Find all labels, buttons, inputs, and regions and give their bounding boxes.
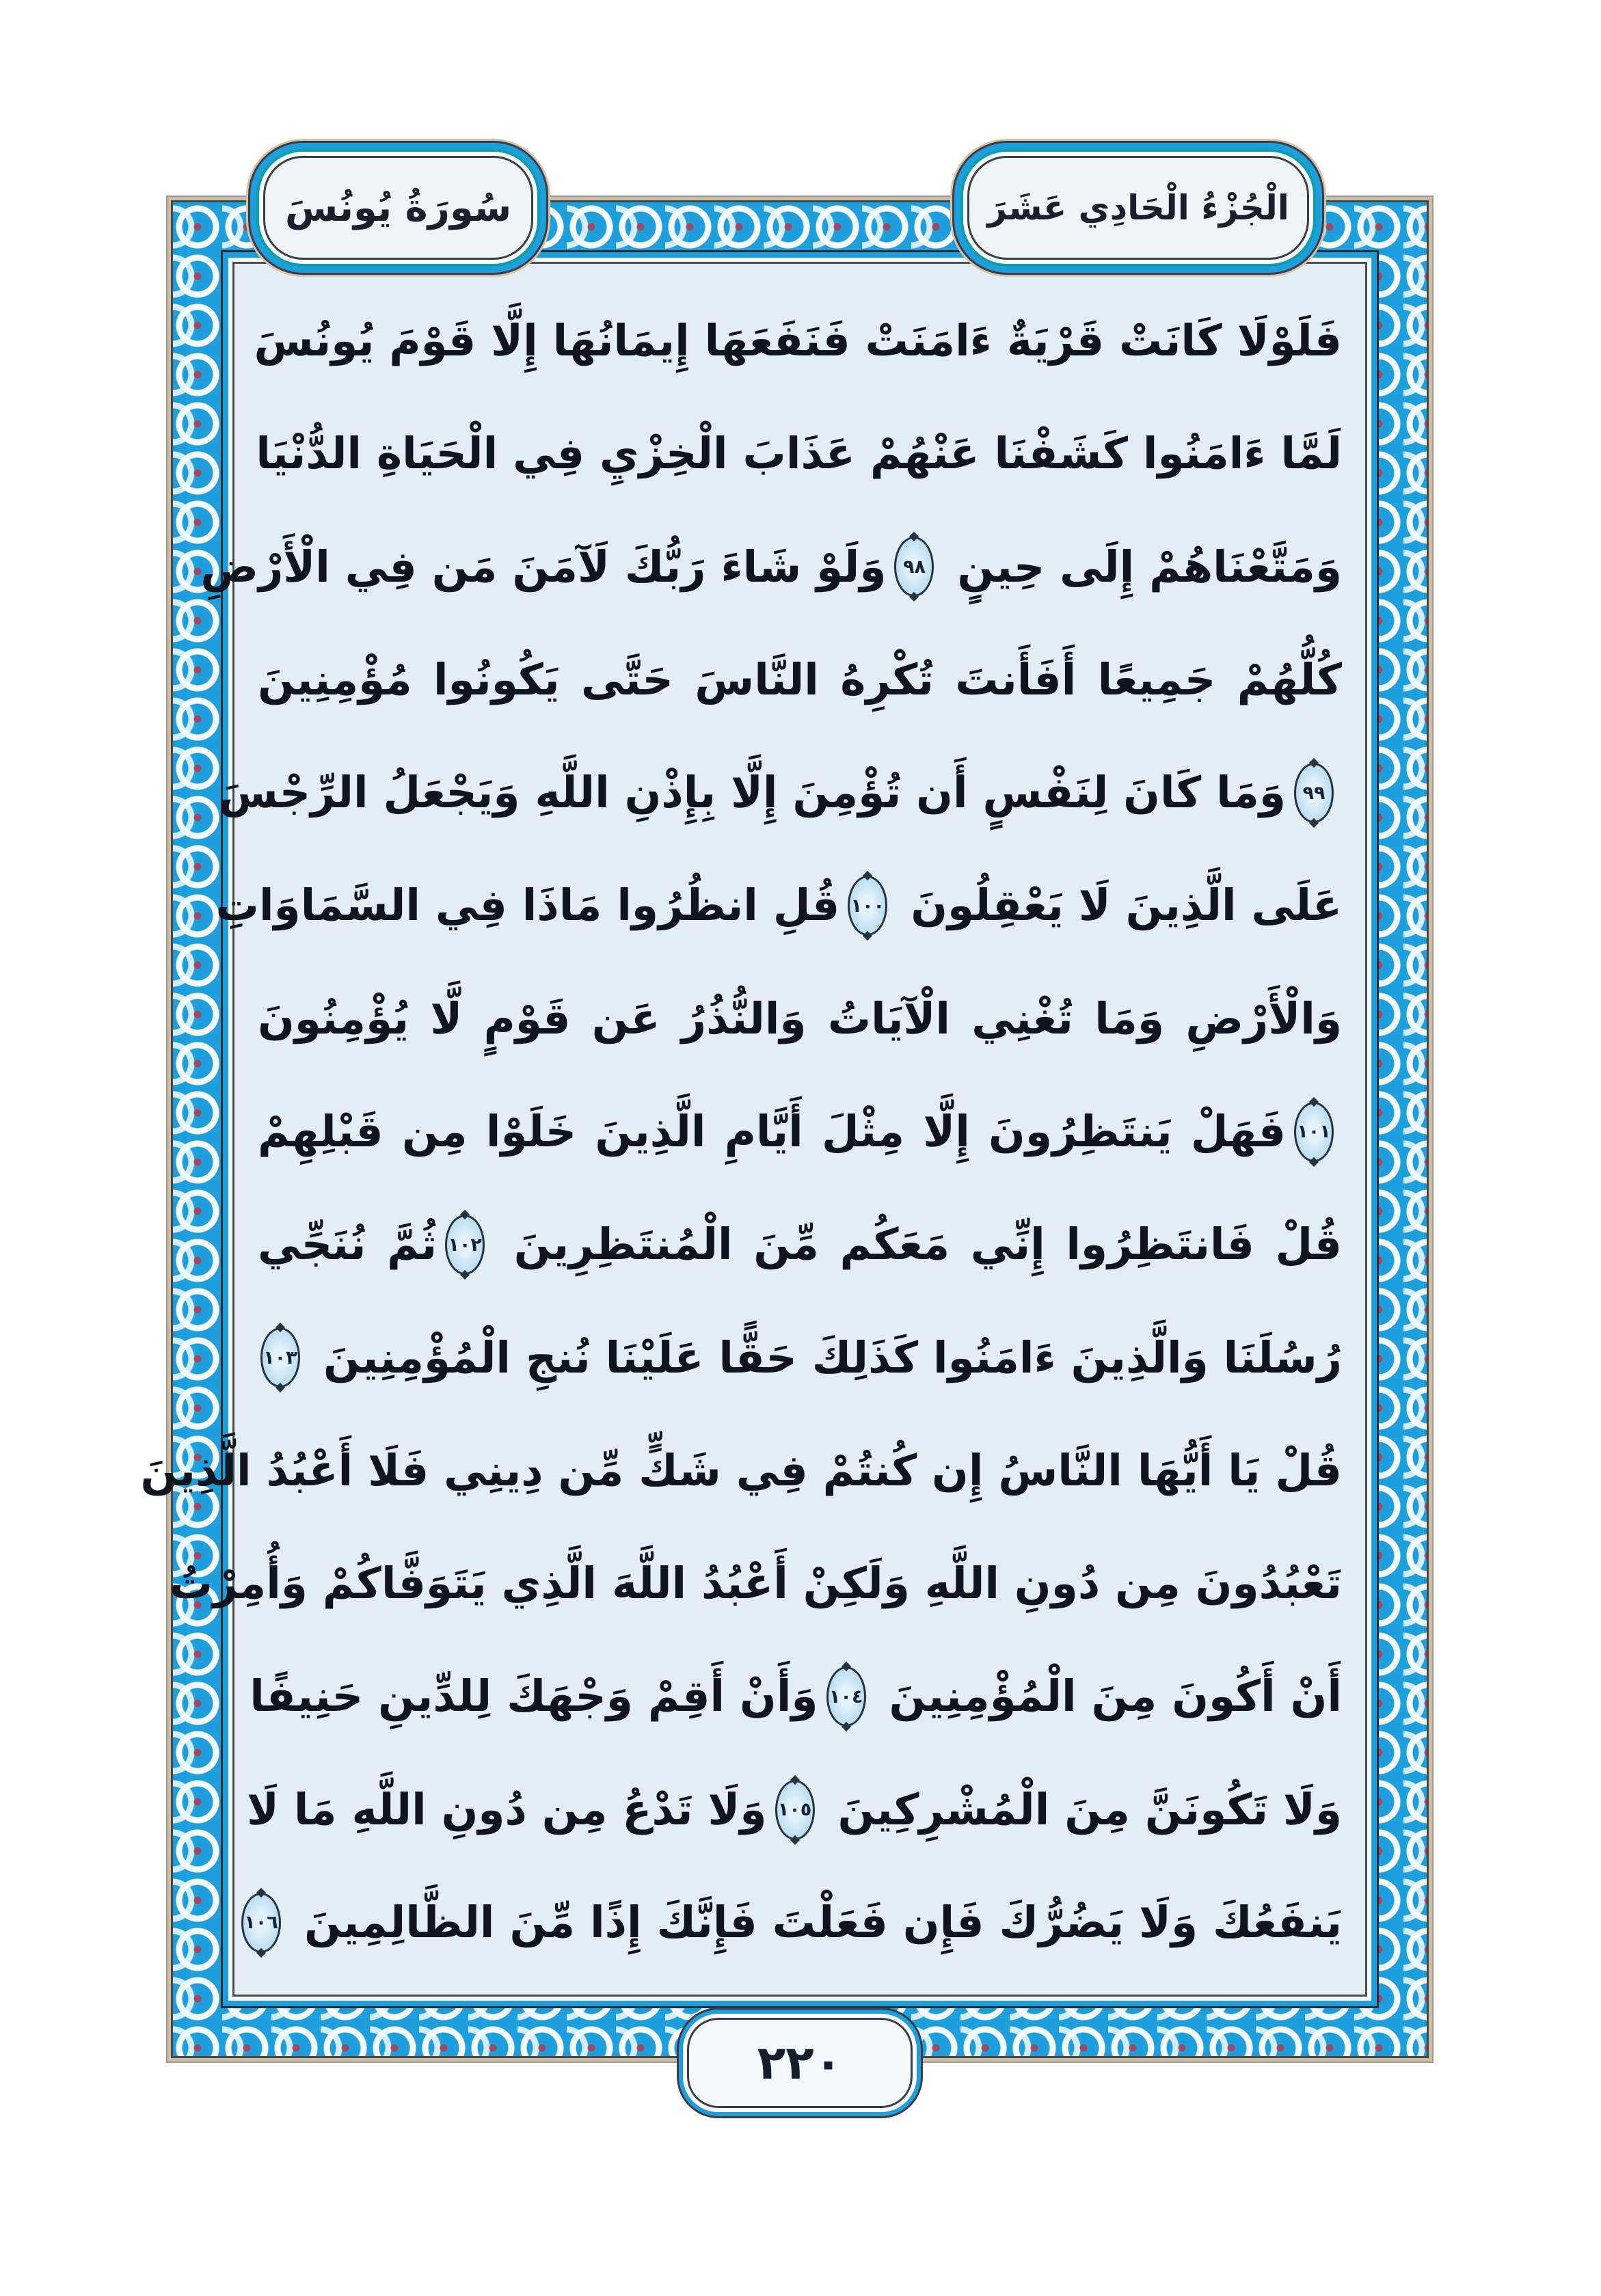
quran-text-segment: لَمَّا ءَامَنُوا كَشَفْنَا عَنْهُمْ عَذَابَ الْخِزْيِ فِي الْحَيَاةِ الدُّنْيَا xyxy=(256,429,1342,479)
ayah-number-marker xyxy=(894,537,934,597)
ayah-number-marker xyxy=(826,1666,866,1727)
juz-title-cartouche xyxy=(967,156,1309,260)
ayah-number: ١٠٣ xyxy=(263,1347,297,1368)
quran-line xyxy=(258,1075,1342,1183)
quran-line xyxy=(250,1640,1342,1748)
quran-line xyxy=(140,1414,1342,1522)
juz-title: الْجُزْءُ الْحَادِي عَشَرَ xyxy=(987,188,1289,228)
quran-line xyxy=(200,511,1342,619)
quran-line xyxy=(258,397,1342,505)
quran-line xyxy=(244,1866,1342,1974)
quran-text-segment: تَعْبُدُونَ مِن دُونِ اللَّهِ وَلَكِنْ أَعْبُدُ اللَّهَ الَّذِي يَتَوَفَّاكُمْ وَأُمِرْتُ xyxy=(169,1558,1342,1608)
ayah-number-marker xyxy=(1294,1102,1334,1162)
ayah-number: ١٠١ xyxy=(1297,1121,1331,1143)
quran-text-segment: قُلِ انظُرُوا مَاذَا فِي السَّمَاوَاتِ xyxy=(215,880,840,931)
quran-line xyxy=(258,623,1342,731)
quran-text-segment: وَالْأَرْضِ وَمَا تُغْنِي الْآيَاتُ وَالنُّذُرُ عَن قَوْمٍ لَّا يُؤْمِنُونَ xyxy=(258,993,1342,1044)
ayah-number: ١٠٤ xyxy=(829,1686,863,1707)
ayah-number: ١٠٦ xyxy=(244,1912,278,1934)
ayah-number: ٩٨ xyxy=(903,556,926,578)
ayah-number-marker xyxy=(775,1780,815,1840)
ayah-number-marker xyxy=(1294,763,1334,823)
ayah-number: ١٠٢ xyxy=(448,1234,482,1256)
page-number: ٢٢٠ xyxy=(757,2036,843,2090)
page-number-cartouche xyxy=(687,2018,913,2108)
surah-title-cartouche xyxy=(263,156,533,260)
quran-text-segment: وَلَا تَدْعُ مِن دُونِ اللَّهِ مَا لَا xyxy=(247,1784,767,1835)
quran-line xyxy=(247,1753,1342,1861)
quran-text-segment: أَنْ أَكُونَ مِنَ الْمُؤْمِنِينَ xyxy=(889,1671,1342,1722)
quran-text-segment: قُلْ فَانتَظِرُوا إِنِّي مَعَكُم مِّنَ الْمُنتَظِرِينَ xyxy=(513,1219,1343,1270)
quran-text-segment: كُلُّهُمْ جَمِيعًا أَفَأَنتَ تُكْرِهُ النَّاسَ حَتَّى يَكُونُوا مُؤْمِنِينَ xyxy=(258,654,1342,705)
quran-text-segment: قُلْ يَا أَيُّهَا النَّاسُ إِن كُنتُمْ فِي شَكٍّ مِّن دِينِي فَلَا أَعْبُدُ الَّذِينَ xyxy=(140,1445,1342,1496)
quran-text-segment: رُسُلَنَا وَالَّذِينَ ءَامَنُوا كَذَلِكَ حَقًّا عَلَيْنَا نُنجِ الْمُؤْمِنِينَ xyxy=(323,1332,1342,1383)
ayah-number-marker xyxy=(260,1327,300,1388)
ayah-number: ٩٩ xyxy=(1302,782,1326,804)
quran-text-segment: وَلَوْ شَاءَ رَبُّكَ لَآمَنَ مَن فِي الْأَرْضِ xyxy=(200,541,887,592)
ayah-number-marker xyxy=(848,876,887,936)
quran-text-segment: فَلَوْلَا كَانَتْ قَرْيَةٌ ءَامَنَتْ فَنَفَعَهَا إِيمَانُهَا إِلَّا قَوْمَ يُونُسَ xyxy=(254,315,1342,366)
quran-line xyxy=(218,736,1342,844)
quran-text-segment: يَنفَعُكَ وَلَا يَضُرُّكَ فَإِن فَعَلْتَ فَإِنَّكَ إِذًا مِّنَ الظَّالِمِينَ xyxy=(304,1897,1342,1947)
quran-line xyxy=(169,1527,1342,1635)
quran-text-segment: فَهَلْ يَنتَظِرُونَ إِلَّا مِثْلَ أَيَّامِ الَّذِينَ خَلَوْا مِن قَبْلِهِمْ xyxy=(258,1106,1286,1157)
quran-line xyxy=(254,284,1342,392)
quran-text-segment: وَأَنْ أَقِمْ وَجْهَكَ لِلدِّينِ حَنِيفًا xyxy=(250,1671,818,1722)
ayah-number: ١٠٠ xyxy=(850,895,885,917)
ayah-number: ١٠٥ xyxy=(777,1799,812,1821)
quran-text-panel xyxy=(140,262,1367,1997)
quran-text-segment: وَمَتَّعْنَاهُمْ إِلَى حِينٍ xyxy=(957,541,1342,592)
quran-line xyxy=(258,1301,1342,1409)
quran-text-segment: ثُمَّ نُنَجِّي xyxy=(258,1219,438,1270)
quran-line xyxy=(258,1188,1342,1296)
quran-text-segment: عَلَى الَّذِينَ لَا يَعْقِلُونَ xyxy=(911,880,1342,931)
quran-line xyxy=(215,849,1342,957)
surah-title: سُورَةُ يُونُسَ xyxy=(284,185,512,230)
ayah-number-marker xyxy=(445,1215,485,1275)
quran-text-segment: وَلَا تَكُونَنَّ مِنَ الْمُشْرِكِينَ xyxy=(837,1784,1342,1835)
quran-text-segment: وَمَا كَانَ لِنَفْسٍ أَن تُؤْمِنَ إِلَّا بِإِذْنِ اللَّهِ وَيَجْعَلُ الرِّجْسَ xyxy=(218,768,1286,818)
ayah-number-marker xyxy=(241,1893,281,1953)
quran-line xyxy=(258,962,1342,1070)
